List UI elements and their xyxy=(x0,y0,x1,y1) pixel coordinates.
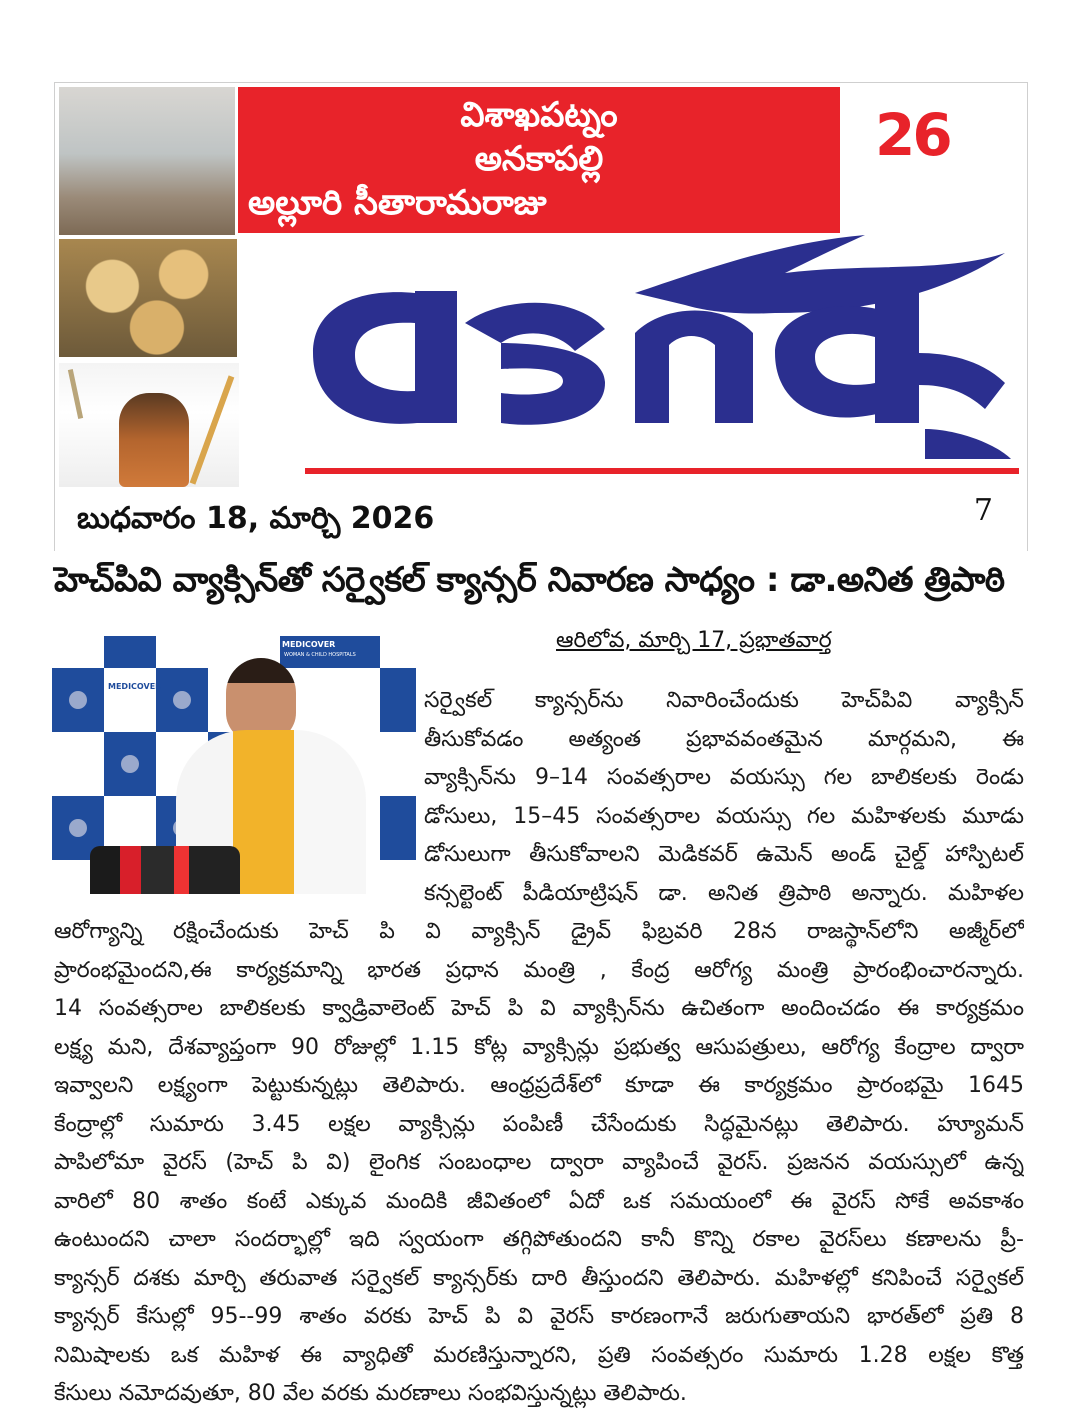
freedom-fighter-statue-photo xyxy=(59,363,239,487)
body-line: పాపిలోమా వైరస్ (హెచ్ పి వి) లైంగిక సంబంధాల ద్వారా వ్యాపించే వైరస్. ప్రజనన వయస్సులో ఉన్న xyxy=(54,1150,1024,1175)
body-line: క్యాన్సర్ కేసుల్లో 95--99 శాతం వరకు హెచ్ పి వి వైరస్ కారణంగానే జరుగుతాయని భారత్‌లో ప్రతి 8 xyxy=(54,1304,1024,1329)
article-headline: హెచ్‌పివి వ్యాక్సిన్‌తో సర్వైకల్ క్యాన్సర్ నివారణ సాధ్యం : డా.అనిత త్రిపాఠి xyxy=(54,560,1005,600)
body-line: క్యాన్సర్ దశకు మార్చి తరువాత సర్వైకల్ క్యాన్సర్‌కు దారి తీస్తుందని తెలిపారు. మహిళల్లో కనిపించే సర్వైకల్ xyxy=(54,1265,1024,1291)
body-line: కన్సల్టెంట్ పీడియాట్రిషన్ డా. అనిత త్రిపాఠి అన్నారు. మహిళల xyxy=(424,880,1024,906)
temple-statues-photo xyxy=(59,87,235,235)
district-banner xyxy=(238,87,840,233)
body-line: ఇవ్వాలని లక్ష్యంగా పెట్టుకున్నట్లు తెలిపారు. ఆంధ్రప్రదేశ్‌లో కూడా ఈ కార్యక్రమం ప్రారంభమై 1645 xyxy=(54,1073,1024,1098)
statue-weapon xyxy=(68,369,83,419)
statue-figure xyxy=(119,393,189,487)
district-name: అనకాపల్లి xyxy=(474,139,604,179)
body-line: లక్ష్య మని, దేశవ్యాప్తంగా 90 రోజుల్లో 1.15 కోట్ల వ్యాక్సిన్లు ప్రభుత్వ ఆసుపత్రులు, ఆరోగ్య కేంద్రాల ద్వారా xyxy=(54,1034,1024,1060)
district-name: అల్లూరి సీతారామరాజు xyxy=(248,183,547,223)
article-byline: ఆరిలోవ, మార్చి 17, ప్రభాతవార్త xyxy=(556,628,832,653)
sweets-photo xyxy=(59,239,237,357)
statue-bow xyxy=(190,375,235,484)
district-name: విశాఖపట్నం xyxy=(460,95,618,135)
anniversary-badge: 26 xyxy=(875,101,950,169)
publication-date: బుధవారం 18, మార్చి 2026 xyxy=(77,501,435,536)
article-body-wrapped xyxy=(424,682,1024,913)
medicover-sub-label: WOMAN & CHILD HOSPITALS xyxy=(284,652,356,658)
masthead-red-rule xyxy=(305,468,1019,474)
newspaper-masthead xyxy=(54,82,1028,551)
body-line: డోసులు, 15–45 సంవత్సరాల వయస్సు గల మహిళలకు మూడు xyxy=(424,803,1024,829)
body-line: సర్వైకల్ క్యాన్సర్‌ను నివారించేందుకు హెచ్‌పివి వ్యాక్సిన్ xyxy=(424,688,1024,713)
body-line: వ్యాక్సిన్‌ను 9–14 సంవత్సరాల వయస్సు గల బాలికలకు రెండు xyxy=(424,765,1024,790)
body-line: డోసులుగా తీసుకోవాలని మెడికవర్ ఉమెన్ అండ్ చైల్డ్ హాస్పిటల్ xyxy=(424,842,1024,867)
body-line: తీసుకోవడం అత్యంత ప్రభావవంతమైన మార్గమని, ఈ xyxy=(424,726,1024,752)
body-line: కేసులు నమోదవుతూ, 80 వేల వరకు మరణాలు సంభవిస్తున్నట్లు తెలిపారు. xyxy=(54,1381,687,1406)
body-line: వారిలో 80 శాతం కంటే ఎక్కువ మందికి జీవితంలో ఏదో ఒక సమయంలో ఈ వైరస్ సోకే అవకాశం xyxy=(54,1188,1024,1214)
page-number: 7 xyxy=(973,493,993,528)
dove-icon xyxy=(635,235,1005,314)
body-line: 14 సంవత్సరాల బాలికలకు క్వాడ్రివాలెంట్ హెచ్ పి వి వ్యాక్సిన్‌ను ఉచితంగా అందించడం ఈ కార్యక్రమం xyxy=(54,996,1024,1021)
vaartha-logo xyxy=(305,233,1021,461)
body-line: ఉంటుందని చాలా సందర్భాల్లో ఇది స్వయంగా తగ్గిపోతుందని కానీ కొన్ని రకాల వైరస్‌లు కణాలను ప్రీ- xyxy=(54,1227,1024,1252)
body-line: ఆరోగ్యాన్ని రక్షించేందుకు హెచ్ పి వి వ్యాక్సిన్ డ్రైవ్ ఫిబ్రవరి 28న రాజస్థాన్‌లోని అజ్మీర్‌లో xyxy=(54,919,1024,944)
press-microphones xyxy=(90,846,240,894)
body-line: ప్రారంభమైందని,ఈ కార్యక్రమాన్ని భారత ప్రధాన మంత్రి , కేంద్ర ఆరోగ్య మంత్రి ప్రారంభించారన్నారు. xyxy=(54,957,1024,983)
body-line: కేంద్రాల్లో సుమారు 3.45 లక్షల వ్యాక్సిన్లు పంపిణీ చేసేందుకు సిద్ధమైనట్లు తెలిపారు. హ్యూమన్ xyxy=(54,1111,1024,1137)
article-body-full xyxy=(54,913,1024,1414)
medicover-brand-label: MEDICOVER xyxy=(282,640,336,649)
body-line: నిమిషాలకు ఒక మహిళ ఈ వ్యాధితో మరణిస్తున్నారని, ప్రతి సంవత్సరం సుమారు 1.28 లక్షల కొత్త xyxy=(54,1342,1024,1368)
medicover-brand-label: MEDICOVER xyxy=(108,682,162,691)
